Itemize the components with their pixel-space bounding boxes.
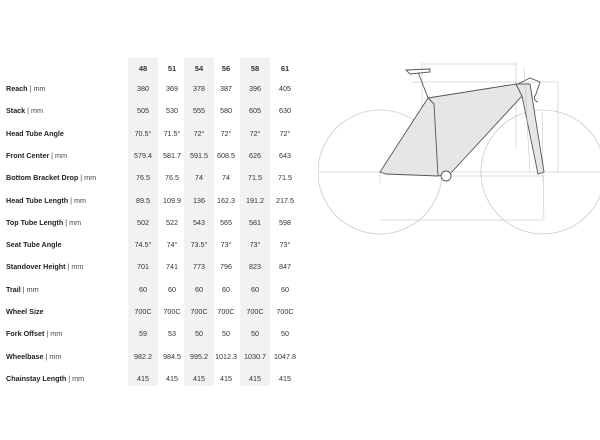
table-cell: 73°: [279, 240, 291, 250]
size-header-56: 56: [221, 64, 231, 73]
row-label: [6, 372, 84, 386]
bike-geometry-diagram: [318, 48, 600, 248]
row-label-unit: | mm: [68, 195, 86, 205]
table-cell: 700C: [276, 307, 294, 316]
table-cell: 50: [195, 329, 203, 339]
table-cell: 217.5: [276, 195, 294, 205]
table-cell: 109.9: [163, 195, 181, 205]
row-label-unit: | mm: [44, 329, 63, 339]
table-cell: 74: [222, 173, 230, 183]
row-label-name: Top Tube Length: [6, 217, 64, 227]
table-row: [0, 82, 310, 96]
table-cell: 1012.3: [215, 351, 237, 361]
table-row: [0, 283, 310, 297]
table-row: [0, 104, 310, 118]
table-row: [0, 305, 310, 319]
row-label-unit: | mm: [43, 351, 62, 361]
row-label-name: Reach: [6, 84, 28, 93]
table-cell: 796: [220, 262, 232, 272]
table-cell: 579.4: [134, 150, 152, 160]
table-cell: 565: [220, 217, 232, 227]
table-cell: 70.5°: [134, 128, 152, 138]
row-label: [6, 104, 43, 118]
row-label-name: Head Tube Angle: [6, 128, 64, 138]
table-cell: 700C: [190, 307, 208, 316]
table-row: [0, 238, 310, 252]
row-label-name: Bottom Bracket Drop: [6, 173, 79, 183]
row-label: [6, 327, 62, 341]
row-label: [6, 283, 39, 297]
table-cell: 387: [220, 84, 232, 93]
table-cell: 60: [251, 284, 259, 294]
table-cell: 415: [279, 373, 291, 383]
table-cell: 1047.8: [274, 351, 296, 361]
table-cell: 502: [137, 217, 149, 227]
table-cell: 60: [139, 284, 147, 294]
table-row: [0, 149, 310, 163]
table-row: [0, 350, 310, 364]
table-cell: 53: [168, 329, 176, 339]
table-cell: 72°: [193, 128, 205, 138]
table-cell: 982.2: [134, 351, 152, 361]
table-cell: 89.5: [136, 195, 150, 205]
table-cell: 591.5: [190, 150, 208, 160]
table-row: [0, 216, 310, 230]
table-cell: 626: [249, 150, 261, 160]
table-cell: 60: [168, 284, 176, 294]
table-cell: 396: [249, 84, 261, 93]
row-label: [6, 171, 96, 185]
row-label-name: Trail: [6, 284, 21, 294]
table-cell: 50: [251, 329, 259, 339]
table-cell: 74.5°: [134, 240, 152, 250]
table-cell: 380: [137, 84, 149, 93]
table-cell: 415: [166, 373, 178, 383]
table-cell: 415: [249, 373, 261, 383]
row-label-unit: | mm: [27, 84, 46, 93]
table-cell: 60: [281, 284, 289, 294]
table-cell: 1030.7: [244, 351, 266, 361]
table-cell: 581.7: [163, 150, 181, 160]
row-label: [6, 149, 67, 163]
row-label: [6, 305, 44, 319]
bike-frame: [380, 84, 544, 181]
table-cell: 73°: [249, 240, 261, 250]
row-label-unit: | mm: [49, 150, 67, 160]
size-header-58: 58: [250, 64, 260, 73]
table-cell: 76.5: [165, 173, 179, 183]
row-label-name: Chainstay Length: [6, 373, 67, 383]
row-label-unit: | mm: [65, 262, 84, 272]
table-cell: 415: [137, 373, 149, 383]
table-cell: 136: [193, 195, 205, 205]
table-cell: 73.5°: [190, 240, 208, 250]
table-row: [0, 260, 310, 274]
row-label: [6, 127, 64, 141]
row-label-name: Stack: [6, 106, 26, 116]
table-cell: 72°: [249, 128, 261, 138]
table-cell: 59: [139, 329, 147, 339]
table-cell: 530: [166, 106, 178, 116]
table-cell: 847: [279, 262, 291, 272]
table-cell: 50: [222, 329, 230, 339]
table-cell: 71.5: [248, 173, 262, 183]
table-cell: 522: [166, 217, 178, 227]
row-label-unit: | mm: [78, 173, 97, 183]
table-cell: 74°: [166, 240, 178, 250]
table-cell: 71.5: [278, 173, 292, 183]
table-cell: 581: [249, 217, 261, 227]
table-cell: 60: [222, 284, 230, 294]
table-cell: 50: [281, 329, 289, 339]
row-label-unit: | mm: [25, 106, 44, 116]
row-label: [6, 260, 83, 274]
table-cell: 73°: [220, 240, 232, 250]
table-cell: 823: [249, 262, 261, 272]
table-cell: 701: [137, 262, 149, 272]
row-label-unit: | mm: [66, 373, 85, 383]
size-header-48: 48: [138, 64, 148, 73]
table-cell: 741: [166, 262, 178, 272]
row-label-unit: | mm: [20, 284, 39, 294]
table-row: [0, 194, 310, 208]
row-label: [6, 350, 61, 364]
row-label: [6, 216, 81, 230]
row-label-name: Wheelbase: [6, 351, 44, 361]
table-cell: 700C: [246, 307, 264, 316]
row-label-name: Front Center: [6, 150, 50, 160]
table-cell: 700C: [163, 307, 181, 316]
row-label-name: Seat Tube Angle: [6, 240, 62, 250]
table-row: [0, 171, 310, 185]
table-cell: 543: [193, 217, 205, 227]
table-cell: 76.5: [136, 173, 150, 183]
row-label: [6, 238, 62, 252]
table-row: [0, 372, 310, 386]
table-cell: 995.2: [190, 351, 208, 361]
table-cell: 555: [193, 106, 205, 116]
size-header-61: 61: [280, 64, 290, 73]
size-header-51: 51: [167, 64, 177, 73]
table-cell: 580: [220, 106, 232, 116]
table-cell: 369: [166, 84, 178, 93]
table-cell: 605: [249, 106, 261, 116]
table-cell: 700C: [217, 307, 235, 316]
table-cell: 643: [279, 150, 291, 160]
table-cell: 505: [137, 106, 149, 116]
table-cell: 60: [195, 284, 203, 294]
row-label-name: Standover Height: [6, 262, 66, 272]
table-cell: 72°: [220, 128, 232, 138]
table-cell: 608.5: [217, 150, 235, 160]
row-label-name: Wheel Size: [6, 307, 44, 316]
table-cell: 72°: [279, 128, 291, 138]
table-cell: 191.2: [246, 195, 264, 205]
table-cell: 415: [220, 373, 232, 383]
table-cell: 74: [195, 173, 203, 183]
row-label-name: Head Tube Length: [6, 195, 69, 205]
table-cell: 984.5: [163, 351, 181, 361]
table-cell: 405: [279, 84, 291, 93]
table-cell: 700C: [134, 307, 152, 316]
table-row: [0, 127, 310, 141]
table-cell: 598: [279, 217, 291, 227]
table-cell: 71.5°: [163, 128, 181, 138]
table-cell: 378: [193, 84, 205, 93]
table-row: [0, 327, 310, 341]
table-cell: 162.3: [217, 195, 235, 205]
row-label: [6, 82, 45, 96]
table-cell: 415: [193, 373, 205, 383]
table-cell: 630: [279, 106, 291, 116]
row-label-name: Fork Offset: [6, 329, 45, 339]
row-label-unit: | mm: [63, 217, 82, 227]
table-cell: 773: [193, 262, 205, 272]
row-label: [6, 194, 86, 208]
size-header-54: 54: [194, 64, 204, 73]
